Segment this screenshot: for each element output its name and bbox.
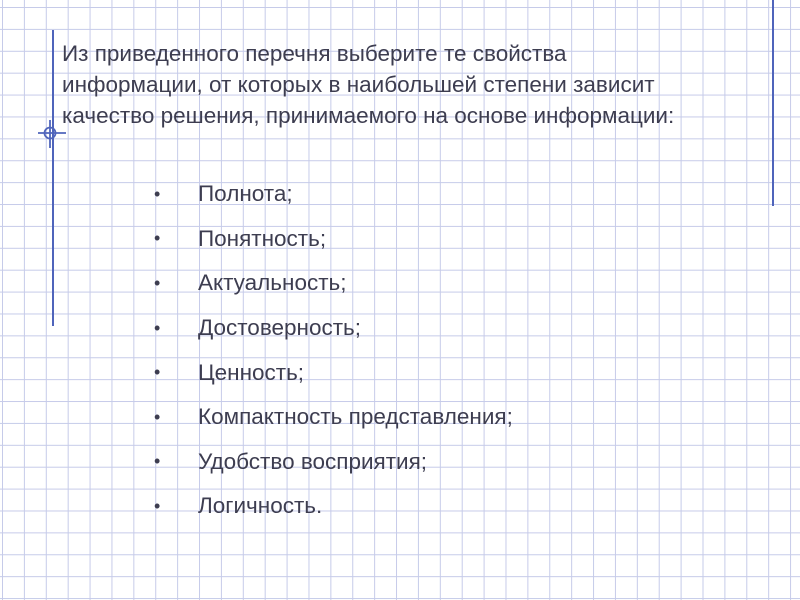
list-item <box>150 217 513 262</box>
option-label: Ценность; <box>198 359 305 385</box>
option-label: Удобство восприятия; <box>198 448 428 474</box>
option-label: Понятность; <box>198 225 327 251</box>
bullet-icon: • <box>154 272 161 293</box>
right-margin-line <box>772 0 774 206</box>
bullet-icon: • <box>154 228 161 249</box>
bullet-icon: • <box>154 362 161 383</box>
list-item <box>150 172 513 217</box>
bullet-icon: • <box>154 183 161 204</box>
list-item <box>150 350 513 395</box>
option-label: Достоверность; <box>198 315 362 341</box>
list-item <box>150 306 513 351</box>
left-margin-line <box>52 30 54 326</box>
bullet-icon: • <box>154 451 161 472</box>
bullet-icon: • <box>154 317 161 338</box>
option-label: Актуальность; <box>198 270 347 296</box>
bullet-icon: • <box>154 406 161 427</box>
bullet-icon: • <box>154 495 161 516</box>
list-item <box>150 261 513 306</box>
option-label: Компактность представления; <box>198 404 513 430</box>
list-item <box>150 395 513 440</box>
question-text: Из приведенного перечня выберите те свойства информации, от которых в наибольшей степени зависит качество решения, принимаемого на основе информации: <box>62 41 675 128</box>
option-label: Полнота; <box>198 181 293 207</box>
options-list <box>150 172 513 529</box>
option-label: Логичность. <box>198 493 323 519</box>
list-item <box>150 484 513 529</box>
list-item <box>150 440 513 485</box>
